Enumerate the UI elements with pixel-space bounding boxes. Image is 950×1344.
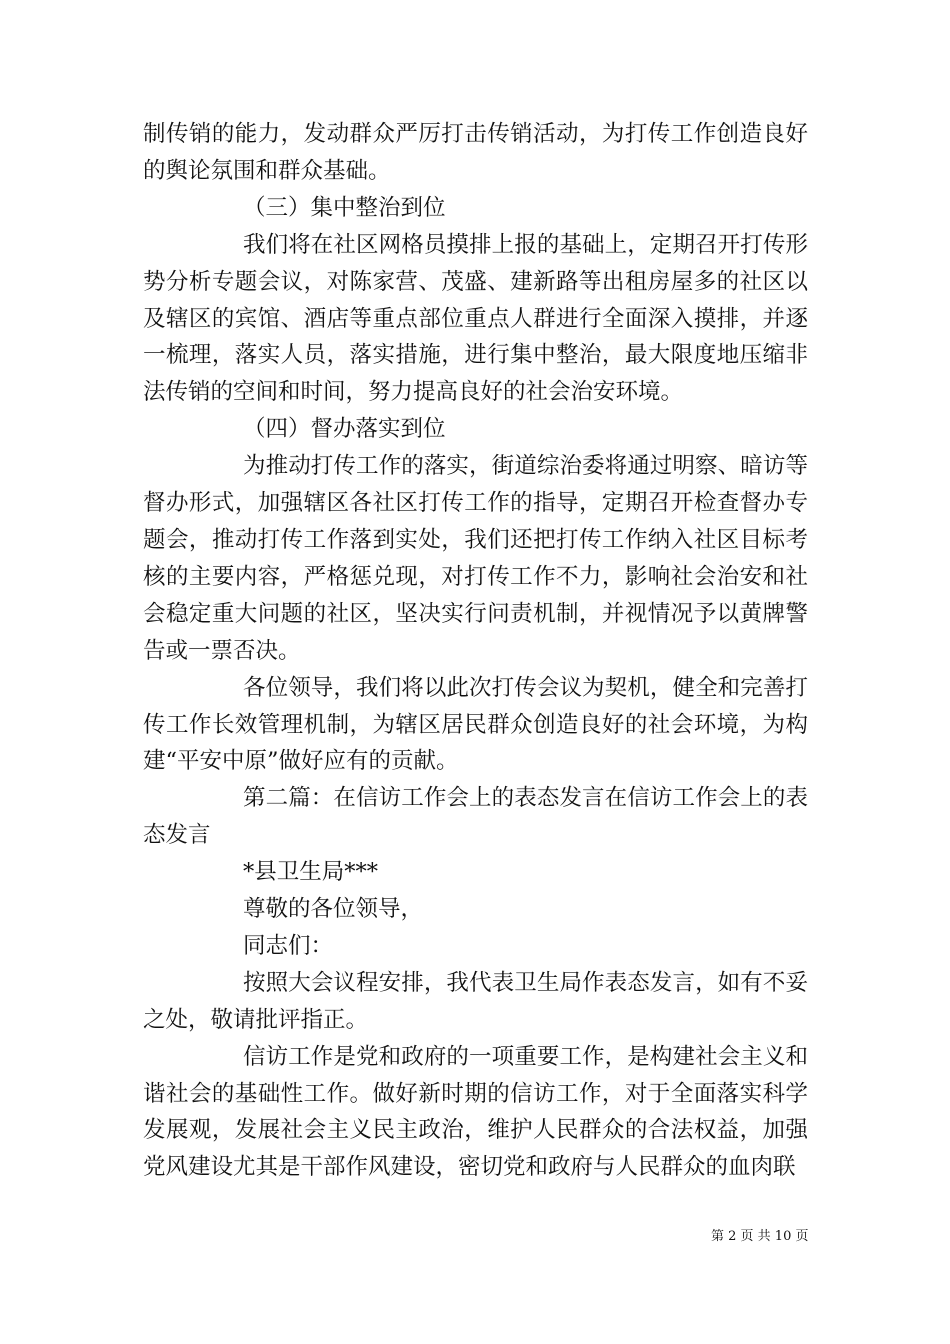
paragraph: 为推动打传工作的落实，街道综治委将通过明察、暗访等督办形式，加强辖区各社区打传工作的指导，定期召开检查督办专题会，推动打传工作落到实处，我们还把打传工作纳入社区目标考核的主要内容，严格惩兑现，对打传工作不力，影响社会治安和社会稳定重大问题的社区，坚决实行问责机制，并视情况予以黄牌警告或一票否决。 [143, 453, 808, 664]
page-number: 第 2 页 共 10 页 [711, 1229, 809, 1244]
paragraph-continuation: 制传销的能力，发动群众严厉打击传销活动，为打传工作创造良好的舆论氛围和群众基础。 [143, 121, 808, 184]
speaker-line: *县卫生局*** [243, 859, 379, 886]
section-heading-3: （三）集中整治到位 [243, 194, 446, 221]
paragraph: 信访工作是党和政府的一项重要工作，是构建社会主义和谐社会的基础性工作。做好新时期的信访工作，对于全面落实科学发展观，发展社会主义民主政治，维护人民群众的合法权益，加强党风建设尤其是干部作风建设，密切党和政府与人民群众的血肉联 [143, 1043, 808, 1181]
document-body [143, 116, 808, 1186]
salutation: 尊敬的各位领导， [243, 896, 424, 923]
paragraph: 各位领导，我们将以此次打传会议为契机，健全和完善打传工作长效管理机制，为辖区居民群众创造良好的社会环境，为构建“平安中原”做好应有的贡献。 [143, 674, 808, 775]
paragraph: 按照大会议程安排，我代表卫生局作表态发言，如有不妥之处，敬请批评指正。 [143, 969, 808, 1033]
salutation: 同志们： [243, 932, 334, 959]
article-title: 第二篇：在信访工作会上的表态发言在信访工作会上的表态发言 [143, 785, 808, 849]
section-heading-4: （四）督办落实到位 [243, 416, 446, 443]
paragraph: 我们将在社区网格员摸排上报的基础上，定期召开打传形势分析专题会议，对陈家营、茂盛、建新路等出租房屋多的社区以及辖区的宾馆、酒店等重点部位重点人群进行全面深入摸排，并逐一梳理，落实人员，落实措施，进行集中整治，最大限度地压缩非法传销的空间和时间，努力提高良好的社会治安环境。 [143, 231, 808, 406]
